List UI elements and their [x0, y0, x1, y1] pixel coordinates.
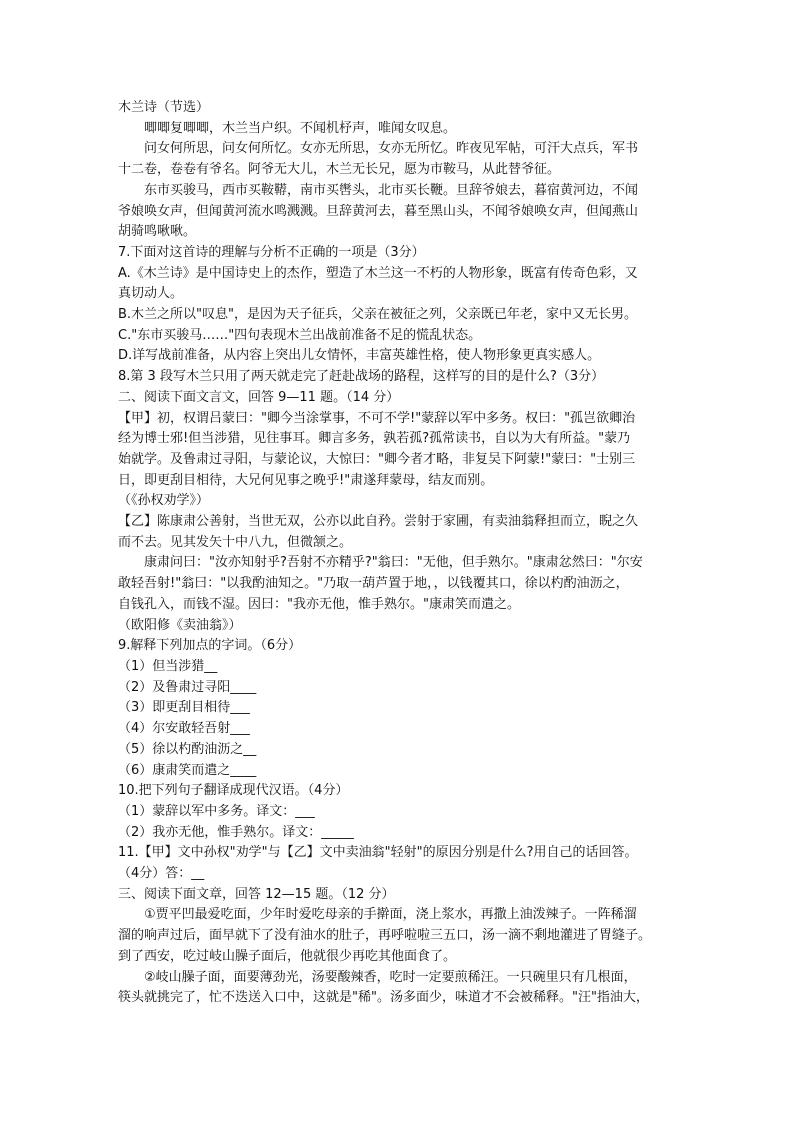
passage-yi-source: （欧阳修《卖油翁》）	[118, 617, 242, 633]
passage-yi-line: 康肃问曰："汝亦知射乎?吾射不亦精乎?"翁曰："无他，但手熟尔。"康肃忿然曰："尔安	[144, 555, 643, 571]
q9-item: （4）尔安敢轻吾射___	[118, 721, 250, 737]
passage-jia-source: （《孙权劝学》）	[118, 493, 210, 509]
passage-yi-line: 【乙】陈康肃公善射，当世无双，公亦以此自矜。尝射于家圃，有卖油翁释担而立，睨之久	[118, 514, 639, 530]
section-2-heading: 二、阅读下面文言文，回答 9—11 题。（14 分）	[118, 389, 400, 405]
question-11-cont: （4分）答：__	[118, 866, 205, 882]
passage-jia-line: 经为博士邪!但当涉猎，见往事耳。卿言多务，孰若孤?孤常读书，自以为大有所益。"蒙乃	[118, 431, 631, 447]
question-7-stem: 7.下面对这首诗的理解与分析不正确的一项是（3分）	[118, 244, 425, 260]
q9-item: （3）即更刮目相待___	[118, 700, 250, 716]
passage-yi-line: 自钱孔入，而钱不湿。因曰："我亦无他，惟手熟尔。"康肃笑而遣之。	[118, 596, 520, 612]
poem-line: 爷娘唤女声，但闻黄河流水鸣溅溅。旦辞黄河去，暮至黑山头，不闻爷娘唤女声，但闻燕山	[118, 203, 639, 219]
essay-line: 筷头就挑完了，忙不迭送入口中，这就是"稀"。汤多面少，味道才不会被稀释。"汪"指油大，	[118, 990, 649, 1006]
poem-title: 木兰诗（节选）	[118, 100, 210, 115]
q9-item: （5）徐以杓酌油沥之__	[118, 741, 257, 757]
q10-item: （2）我亦无他，惟手熟尔。译文：_____	[118, 824, 354, 840]
q10-item: （1）蒙辞以军中多务。译文：___	[118, 803, 315, 819]
question-9-stem: 9.解释下列加点的字词。（6分）	[118, 638, 302, 654]
document-page	[118, 98, 678, 1009]
passage-yi-line: 敢轻吾射!"翁曰："以我酌油知之。"乃取一葫芦置于地，，以钱覆其口，徐以杓酌油沥之，	[118, 576, 629, 592]
passage-jia-line: 【甲】初，权谓吕蒙曰："卿今当涂掌事，不可不学!"蒙辞以军中多务。权曰："孤岂欲卿治	[118, 410, 636, 426]
poem-line: 问女何所思，问女何所忆。女亦无所思，女亦无所忆。昨夜见军帖，可汗大点兵，军书	[144, 141, 639, 157]
q7-option-c: C."东市买骏马……"四句表现木兰出战前准备不足的慌乱状态。	[118, 327, 482, 343]
q7-option-d: D.详写战前准备，从内容上突出儿女情怀，丰富英雄性格，使人物形象更真实感人。	[118, 348, 601, 364]
section-3-heading: 三、阅读下面文章，回答 12—15 题。（12 分）	[118, 886, 395, 902]
q7-option-b: B.木兰之所以"叹息"，是因为天子征兵，父亲在被征之列，父亲既已年老，家中又无长男。	[118, 307, 638, 323]
q7-option-a: A.《木兰诗》是中国诗史上的杰作，塑造了木兰这一不朽的人物形象，既富有传奇色彩，又	[118, 265, 638, 281]
question-8: 8.第 3 段写木兰只用了两天就走完了赶赴战场的路程，这样写的目的是什么?（3分）	[118, 369, 605, 385]
passage-yi-line: 而不去。见其发矢十中八九，但微颔之。	[118, 534, 353, 550]
poem-line: 胡骑鸣啾啾。	[118, 224, 197, 240]
question-10-stem: 10.把下列句子翻译成现代汉语。（4分）	[118, 783, 349, 799]
question-11: 11.【甲】文中孙权"劝学"与【乙】文中卖油翁"轻射"的原因分别是什么?用自己的话回答。	[118, 845, 638, 861]
poem-line: 唧唧复唧唧，木兰当户织。不闻机杼声，唯闻女叹息。	[144, 120, 457, 136]
q9-item: （1）但当涉猎__	[118, 658, 218, 674]
essay-line: ②岐山臊子面，面要薄劲光，汤要酸辣香，吃时一定要煎稀汪。一只碗里只有几根面，	[144, 969, 637, 985]
essay-line: 溜的响声过后，面早就下了没有油水的肚子，再呼啦啦三五口，汤一滴不剩地灌进了胃缝子。	[118, 928, 652, 944]
q7-option-a-cont: 真切动人。	[118, 286, 184, 302]
passage-jia-line: 始就学。及鲁肃过寻阳，与蒙论议，大惊曰："卿今者才略，非复吴下阿蒙!"蒙曰："士别三	[118, 451, 636, 467]
q9-item: （2）及鲁肃过寻阳____	[118, 679, 257, 695]
essay-line: ①贾平凹最爱吃面，少年时爱吃母亲的手擀面，浇上浆水，再撒上油泼辣子。一阵稀溜	[144, 907, 637, 923]
poem-line: 十二卷，卷卷有爷名。阿爷无大儿，木兰无长兄，愿为市鞍马，从此替爷征。	[118, 162, 561, 178]
poem-line: 东市买骏马，西市买鞍鞯，南市买辔头，北市买长鞭。旦辞爷娘去，暮宿黄河边，不闻	[144, 182, 639, 198]
q9-item: （6）康肃笑而遣之____	[118, 762, 257, 778]
passage-jia-line: 日，即更刮目相待，大兄何见事之晚乎!"肃遂拜蒙母，结友而别。	[118, 472, 494, 488]
essay-line: 到了西安，吃过岐山臊子面后，他就很少再吃其他面食了。	[118, 948, 457, 964]
